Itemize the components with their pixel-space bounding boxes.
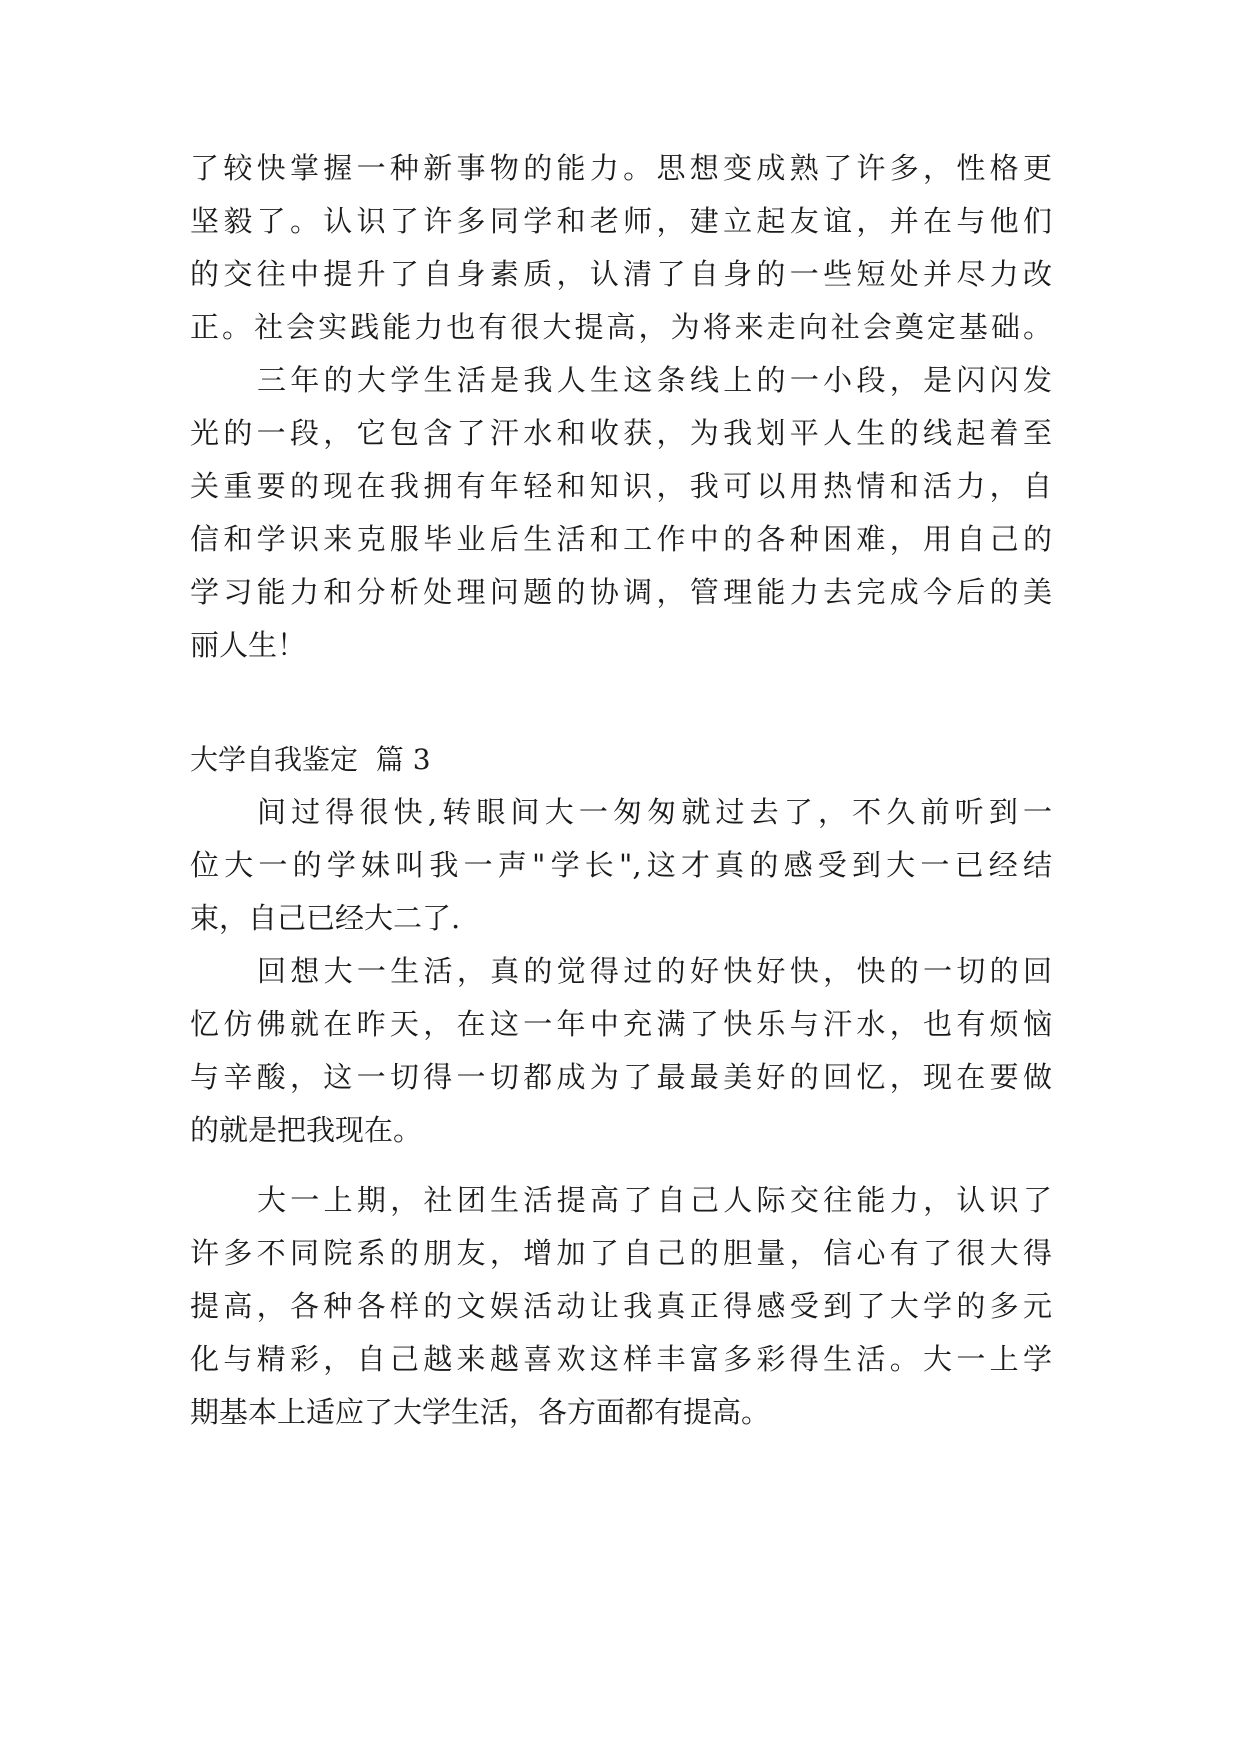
text-line: 正。社会实践能力也有很大提高，为将来走向社会奠定基础。 — [190, 310, 1052, 344]
text-line: 忆仿佛就在昨天，在这一年中充满了快乐与汗水，也有烦恼 — [190, 1007, 1052, 1041]
text-line: 位大一的学妹叫我一声"学长",这才真的感受到大一已经结 — [190, 848, 1052, 882]
text-line: 与辛酸，这一切得一切都成为了最最美好的回忆，现在要做 — [190, 1060, 1052, 1094]
text-line: 期基本上适应了大学生活，各方面都有提高。 — [190, 1395, 771, 1429]
text-line: 许多不同院系的朋友，增加了自己的胆量，信心有了很大得 — [190, 1236, 1052, 1270]
paragraph-first-line: 三年的大学生活是我人生这条线上的一小段，是闪闪发 — [257, 363, 1052, 397]
text-line: 化与精彩，自己越来越喜欢这样丰富多彩得生活。大一上学 — [190, 1342, 1052, 1376]
text-line: 坚毅了。认识了许多同学和老师，建立起友谊，并在与他们 — [190, 204, 1052, 238]
text-line: 的交往中提升了自身素质，认清了自身的一些短处并尽力改 — [190, 257, 1052, 291]
text-line: 学习能力和分析处理问题的协调，管理能力去完成今后的美 — [190, 575, 1052, 609]
text-line: 的就是把我现在。 — [190, 1113, 423, 1147]
paragraph-first-line: 大一上期，社团生活提高了自己人际交往能力，认识了 — [257, 1183, 1052, 1217]
text-line: 提高，各种各样的文娱活动让我真正得感受到了大学的多元 — [190, 1289, 1052, 1323]
text-line: 了较快掌握一种新事物的能力。思想变成熟了许多，性格更 — [190, 151, 1052, 185]
text-line: 信和学识来克服毕业后生活和工作中的各种困难，用自己的 — [190, 522, 1052, 556]
paragraph-first-line: 间过得很快,转眼间大一匆匆就过去了，不久前听到一 — [257, 795, 1052, 829]
text-line: 丽人生！ — [190, 628, 307, 662]
text-line: 关重要的现在我拥有年轻和知识，我可以用热情和活力，自 — [190, 469, 1052, 503]
text-line: 光的一段，它包含了汗水和收获，为我划平人生的线起着至 — [190, 416, 1052, 450]
text-line: 束，自己已经大二了. — [190, 901, 461, 935]
section-heading: 大学自我鉴定 篇 3 — [190, 743, 431, 776]
paragraph-first-line: 回想大一生活，真的觉得过的好快好快，快的一切的回 — [257, 954, 1052, 988]
